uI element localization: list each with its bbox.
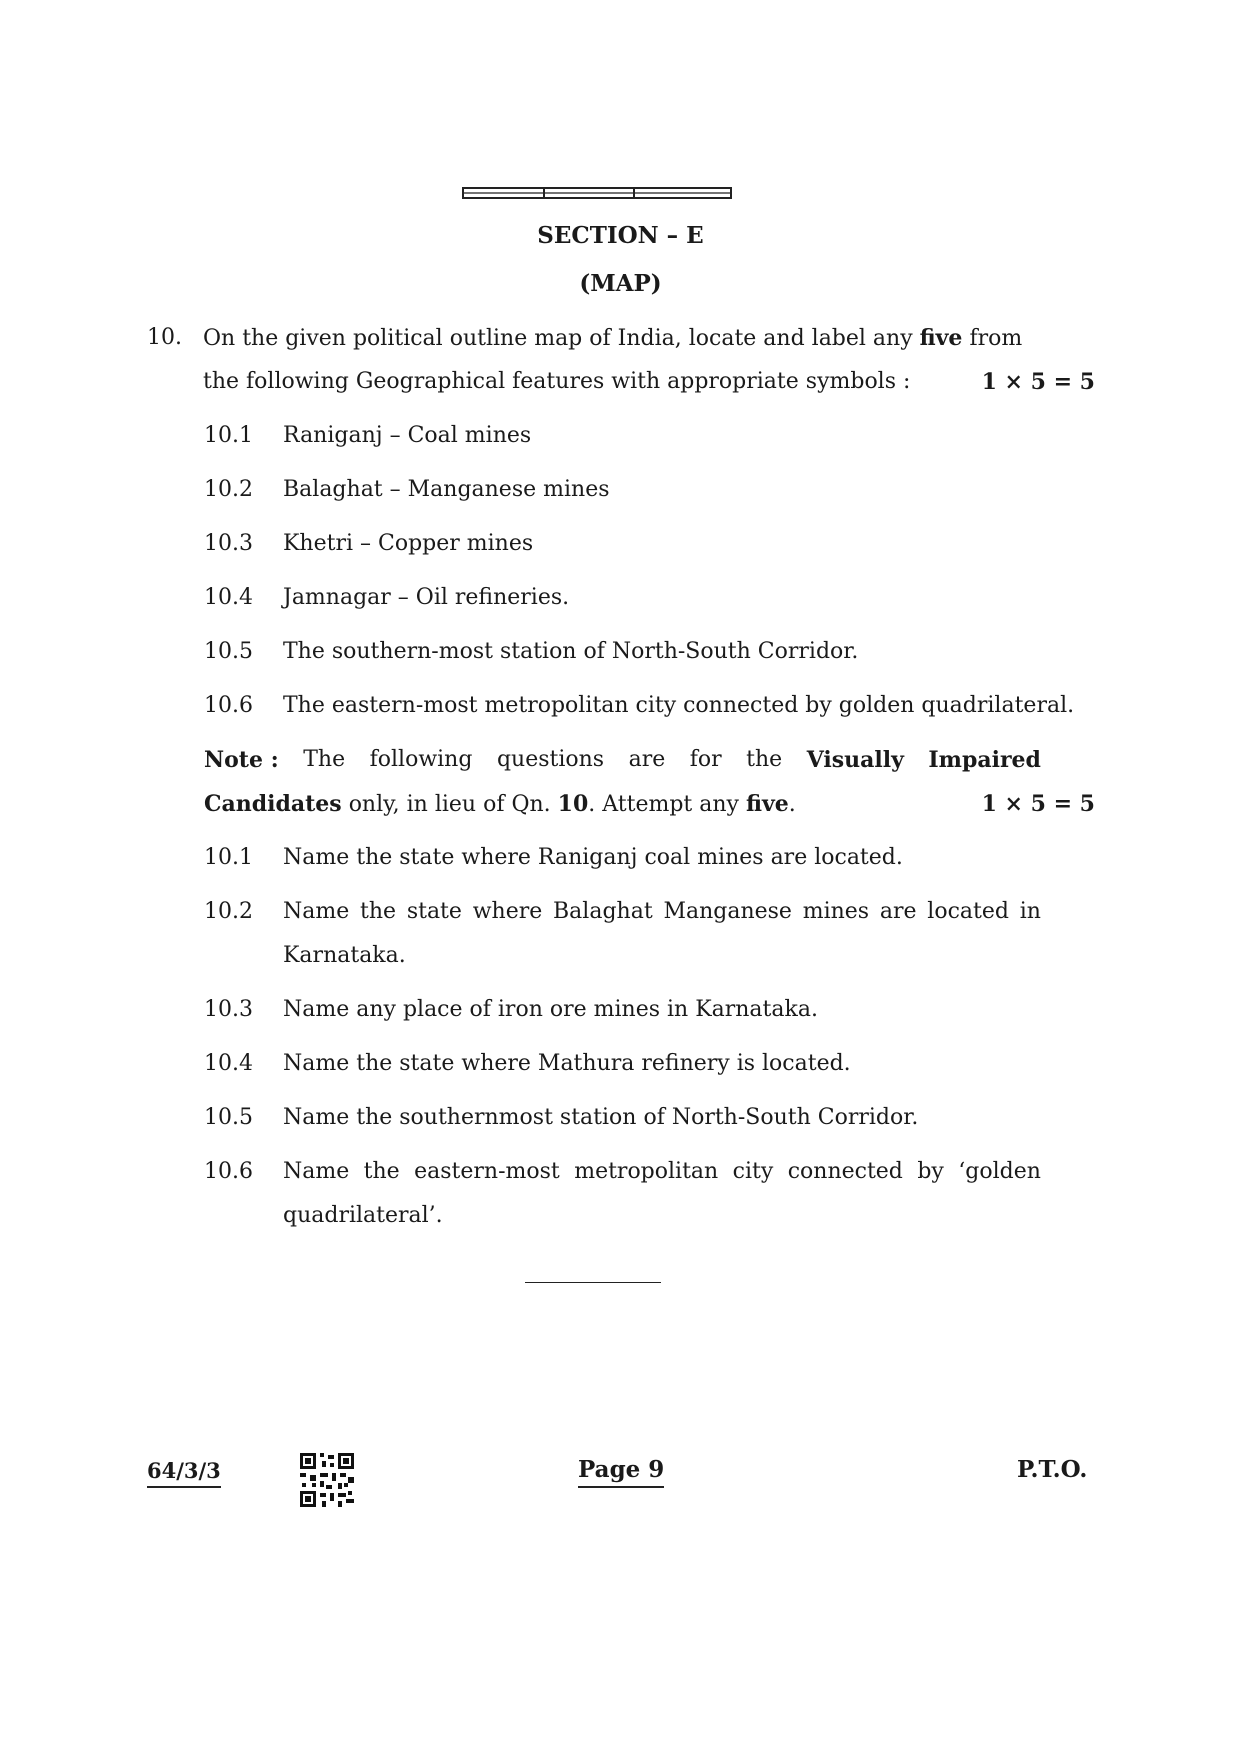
vi-item-number: 10.6 xyxy=(204,1159,253,1184)
note-word-bold: Impaired xyxy=(928,747,1041,773)
vi-item-number: 10.5 xyxy=(204,1105,253,1130)
pto-label: P.T.O. xyxy=(1017,1456,1088,1483)
vi-item-text-continued: Karnataka. xyxy=(283,943,406,968)
item-text: Raniganj – Coal mines xyxy=(283,423,532,448)
note-text-part: . xyxy=(788,792,796,817)
note-text-part: only, in lieu of Qn. xyxy=(348,792,551,817)
vi-word: are xyxy=(879,899,917,924)
item-number: 10.3 xyxy=(204,531,253,556)
vi-word: Name xyxy=(283,899,350,924)
section-subtitle: (MAP) xyxy=(579,270,662,297)
note-word: the xyxy=(746,747,783,772)
vi-word: Balaghat xyxy=(553,899,653,924)
item-number: 10.6 xyxy=(204,693,253,718)
item-text: Balaghat – Manganese mines xyxy=(283,477,610,502)
note-line-2 xyxy=(204,791,796,817)
item-text: The southern-most station of North-South Corridor. xyxy=(283,639,859,664)
section-divider-graphic xyxy=(462,187,732,199)
vi-word: metropolitan xyxy=(574,1159,719,1184)
note-text-part: . Attempt any xyxy=(588,792,739,817)
item-number: 10.4 xyxy=(204,585,253,610)
paper-code: 64/3/3 xyxy=(147,1458,221,1488)
vi-word: Name xyxy=(283,1159,350,1184)
item-text: Jamnagar – Oil refineries. xyxy=(283,585,570,610)
vi-item-text: Name the state where Raniganj coal mines are located. xyxy=(283,845,903,870)
note-word: The xyxy=(303,747,346,772)
question-text-line-2: the following Geographical features with appropriate symbols : xyxy=(203,369,911,394)
question-text-line-1 xyxy=(203,325,1022,351)
note-word: questions xyxy=(496,747,605,772)
item-text: The eastern-most metropolitan city connected by golden quadrilateral. xyxy=(283,693,1075,718)
vi-item-text: Name any place of iron ore mines in Karnataka. xyxy=(283,997,818,1022)
question-marks: 1 × 5 = 5 xyxy=(981,369,1095,395)
vi-word: Manganese xyxy=(663,899,792,924)
note-word: for xyxy=(689,747,722,772)
vi-word: located xyxy=(927,899,1009,924)
vi-item-number: 10.2 xyxy=(204,899,253,924)
section-title: SECTION – E xyxy=(537,222,704,249)
item-number: 10.1 xyxy=(204,423,253,448)
vi-word: mines xyxy=(802,899,870,924)
vi-item-number: 10.4 xyxy=(204,1051,253,1076)
item-number: 10.2 xyxy=(204,477,253,502)
note-question-ref: 10 xyxy=(557,791,589,817)
vi-item-number: 10.3 xyxy=(204,997,253,1022)
vi-item-text: Name the southernmost station of North-South Corridor. xyxy=(283,1105,919,1130)
vi-word: state xyxy=(406,899,462,924)
vi-word: the xyxy=(360,899,397,924)
vi-word: eastern-most xyxy=(414,1159,560,1184)
vi-word: in xyxy=(1019,899,1041,924)
page-number: Page 9 xyxy=(578,1456,664,1488)
vi-word: city xyxy=(732,1159,774,1184)
note-word: following xyxy=(369,747,473,772)
item-number: 10.5 xyxy=(204,639,253,664)
vi-word: where xyxy=(472,899,543,924)
note-word-bold: Visually xyxy=(806,747,904,773)
question-text-part: from xyxy=(969,326,1023,351)
note-marks: 1 × 5 = 5 xyxy=(981,791,1095,817)
question-number: 10. xyxy=(147,325,182,350)
end-rule xyxy=(525,1282,661,1283)
vi-item-text xyxy=(283,899,1041,924)
note-word: are xyxy=(628,747,666,772)
item-text: Khetri – Copper mines xyxy=(283,531,534,556)
vi-word: by xyxy=(917,1159,944,1184)
vi-word: the xyxy=(363,1159,400,1184)
question-text-part: On the given political outline map of India, locate and label any xyxy=(203,326,913,351)
qr-code-icon xyxy=(300,1453,354,1507)
vi-item-text xyxy=(283,1159,1041,1184)
vi-item-text: Name the state where Mathura refinery is located. xyxy=(283,1051,851,1076)
note-word-bold: five xyxy=(745,791,789,817)
vi-word: connected xyxy=(787,1159,903,1184)
vi-word: ‘golden xyxy=(958,1159,1041,1184)
vi-item-number: 10.1 xyxy=(204,845,253,870)
question-text-bold: five xyxy=(919,325,963,351)
note-label: Note : xyxy=(204,747,279,773)
note-line-1 xyxy=(204,747,1041,773)
vi-item-text-continued: quadrilateral’. xyxy=(283,1203,443,1228)
note-word-bold: Candidates xyxy=(204,791,342,817)
